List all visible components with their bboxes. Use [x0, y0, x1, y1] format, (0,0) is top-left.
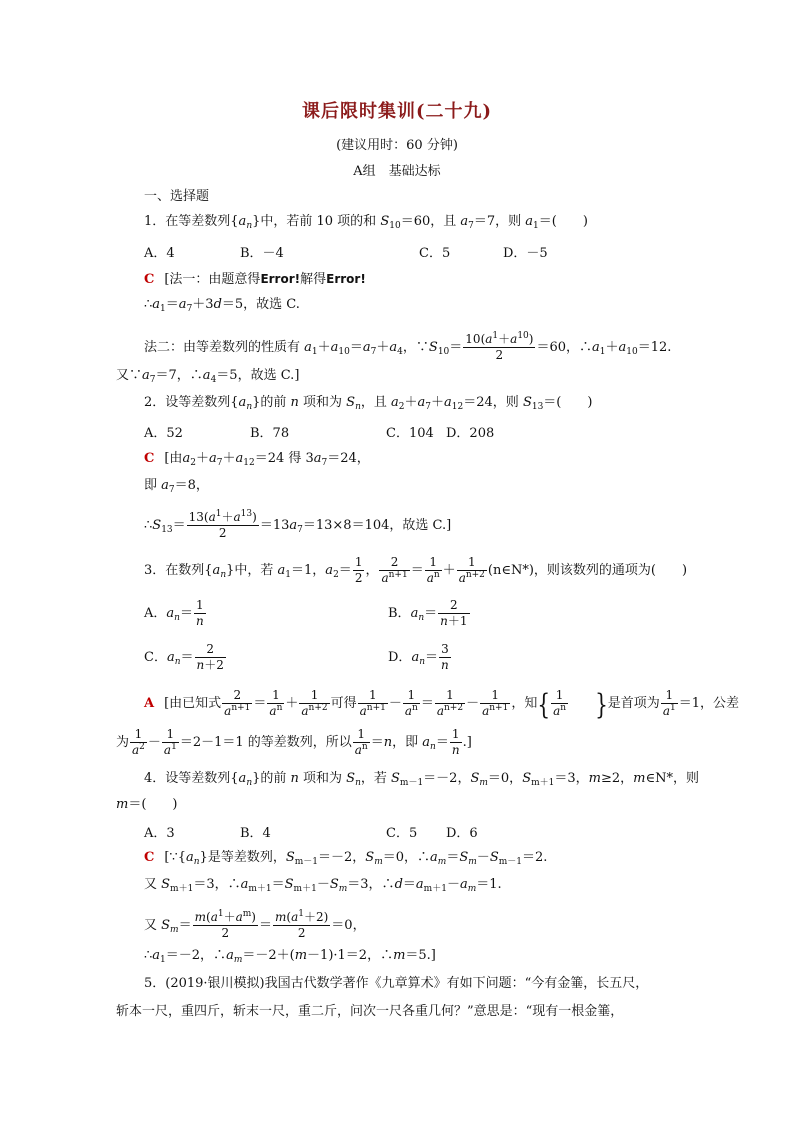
q1-solution-1: C [法一：由题意得Error!解得Error! [144, 272, 366, 287]
q2-choice-c: C．104 [386, 426, 434, 441]
q4-answer: C [144, 850, 155, 865]
q4-solution-2: 又 $S_{m+1}=3$，$\therefore a_{m+1}=S_{m+1}-S_m=3$，$\therefore d=a_{m+1}-a_m=1$. [144, 877, 502, 894]
q3-choice-c: C．$a_n=$ $\frac{2}{n+2}$ [144, 642, 224, 672]
q3-solution-2: 为 $\frac{1}{a^2}$ － $\frac{1}{a^1}$ ＝2－1＝1 的等差数列，所以 $\frac{1}{a^n}$ ＝n，即 $a_n=$ $\frac{1}{n}$ .] [116, 727, 472, 757]
suggested-time: (建议用时：60 分钟) [336, 138, 458, 153]
q1-solution-4: 又$\because a_7=7$，$\therefore a_4=5$，故选 C.] [116, 368, 300, 385]
q1-solution-2: $\therefore a_1=a_7+3d=5$，故选 C. [144, 297, 300, 314]
question-2-stem: 2．设等差数列$\{a_n\}$的前 n 项和为 $S_n$，且 $a_2+a_7+a_{12}=24$，则 $S_{13}=$( ) [144, 395, 593, 412]
group-heading: A组 基础达标 [353, 164, 441, 179]
q4-choice-c: C．5 [386, 826, 418, 841]
q3-choice-b: B．$a_n=$ $\frac{2}{n+1}$ [388, 598, 468, 628]
q2-choice-d: D．208 [446, 426, 495, 441]
q3-solution-1: A [由已知式 $\frac{2}{a^{n+1}}$ ＝ $\frac{1}{a^n}$ ＋ $\frac{1}{a^{n+2}}$ 可得 $\frac{1}{a^{n+1}}$ － $\frac{1}{a^n}$ ＝ $\frac{1}{a^{n+2}}$ － $\frac{1}{a^{n+1}}$ ，知{ $\frac{1}{a^n}$ }是首项为 $\frac{1}{a^1}$ ＝1，公差 [144, 686, 739, 721]
q2-choice-a: A．52 [144, 426, 183, 441]
q2-answer: C [144, 451, 155, 466]
q2-solution-1: C [由$a_2+a_7+a_{12}=24$ 得 $3a_7=24$， [144, 451, 370, 468]
q3-choice-a: A．$a_n=$ $\frac{1}{n}$ [144, 598, 204, 628]
q1-choice-a: A．4 [144, 246, 175, 261]
q2-choice-b: B．78 [250, 426, 290, 441]
question-3-stem: 3．在数列$\{a_n\}$中，若 $a_1=1$，$a_2=$ $\frac{1}{2}$ ， $\frac{2}{a^{n+1}}$ ＝ $\frac{1}{a^n}$ ＋ $\frac{1}{a^{n+2}}$ (n∈N*)，则该数列的通项为( ) [144, 555, 688, 585]
q2-solution-2: 即 $a_7=8$， [144, 478, 209, 495]
question-5-line-1: 5．(2019·银川模拟)我国古代数学著作《九章算术》有如下问题：“今有金箠，长五尺， [144, 976, 649, 991]
q2-solution-3: $\therefore S_{13}=$ $\frac{13(a^1+a^{13})}{2}$ $=13a_7=13\times 8=104$，故选 C.] [144, 509, 452, 540]
question-4-stem: 4．设等差数列$\{a_n\}$的前 n 项和为 $S_n$，若 $S_{m-1}=-2$，$S_m=0$，$S_{m+1}=3$，m≥2，m∈N*，则 [144, 771, 699, 788]
q4-solution-1: C [$\because\{a_n\}$是等差数列，$S_{m-1}=-2$，$S_m=0$，$\therefore a_m=S_m-S_{m-1}=2$. [144, 850, 548, 867]
page-title: 课后限时集训(二十九) [301, 101, 493, 122]
q4-solution-3: 又 $S_m=$ $\frac{m(a^1+a^m)}{2}$ ＝ $\frac{m(a^1+2)}{2}$ ＝0， [144, 909, 366, 940]
q4-choice-a: A．3 [144, 826, 175, 841]
question-5-line-2: 斩本一尺，重四斤，斩末一尺，重二斤，问次一尺各重几何？”意思是：“现有一根金箠， [116, 1004, 624, 1019]
q1-answer: C [144, 272, 155, 287]
q3-choice-d: D．$a_n=$ $\frac{3}{n}$ [388, 642, 449, 672]
q1-choice-c: C．5 [419, 246, 451, 261]
q1-choice-b: B．－4 [240, 246, 284, 261]
q1-choice-d: D．－5 [503, 246, 548, 261]
question-1-stem: 1．在等差数列$\{a_n\}$中，若前 10 项的和 $S_{10}=60$，且 $a_7=7$，则 $a_1=$( ) [144, 214, 588, 231]
section-heading: 一、选择题 [144, 189, 210, 204]
q4-choice-b: B．4 [240, 826, 271, 841]
q1-solution-3: 法二：由等差数列的性质有 $a_1+a_{10}=a_7+a_4$，$\because S_{10}=$ $\frac{10(a^1+a^{10})}{2}$ ＝60，$\therefore a_1+a_{10}=12$. [144, 331, 672, 362]
q4-solution-4: $\therefore a_1=-2$，$\therefore a_m=-2+(m-1)\cdot 1=2$，∴m＝5.] [144, 948, 436, 965]
q4-choice-d: D．6 [446, 826, 478, 841]
question-4-stem-2: m＝( ) [116, 797, 178, 812]
q3-answer: A [144, 696, 155, 711]
